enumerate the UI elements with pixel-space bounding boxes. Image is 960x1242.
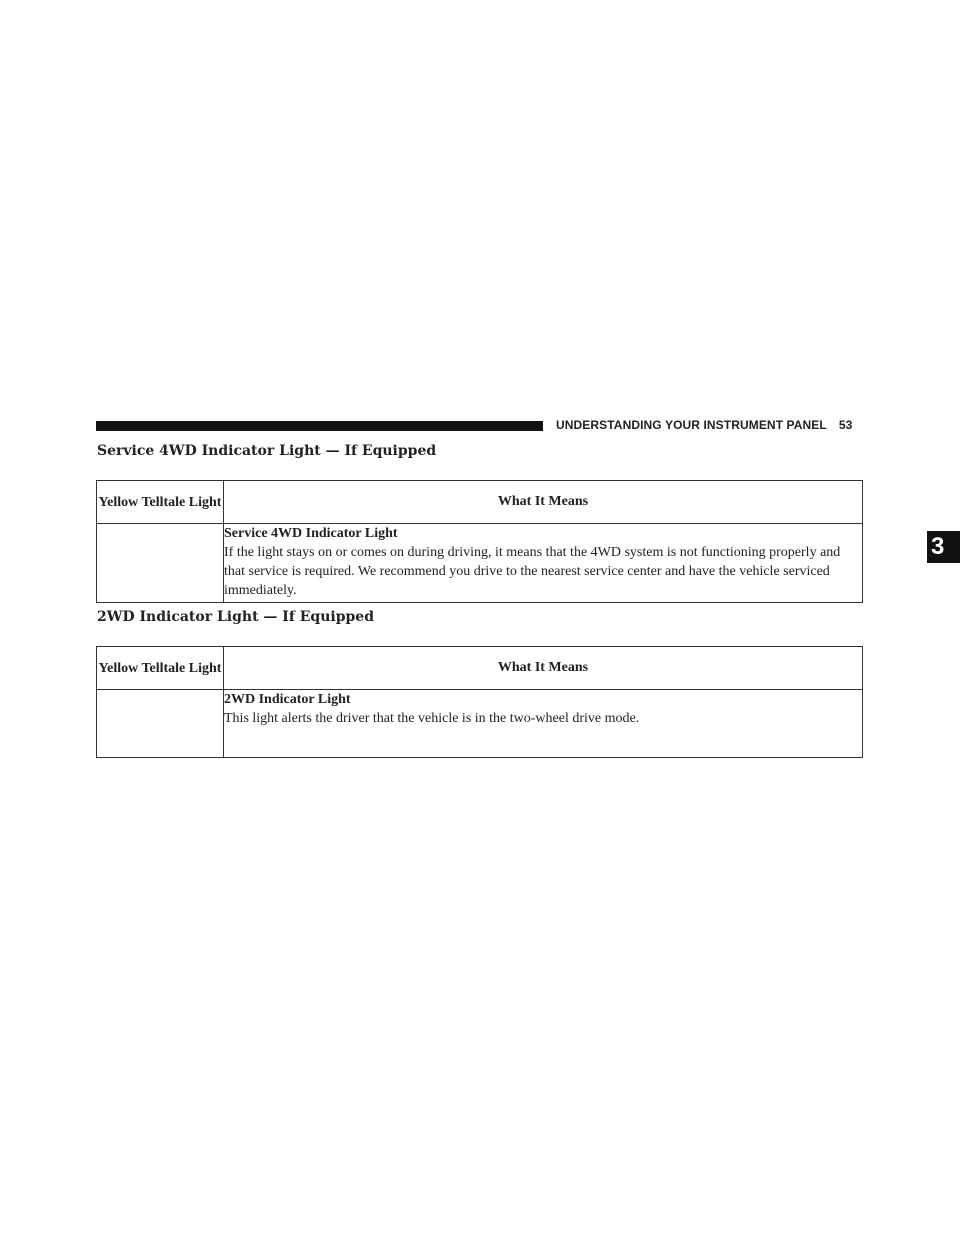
col-header-telltale: Yellow Telltale Light xyxy=(97,647,224,690)
table-header-row xyxy=(97,481,863,524)
col-header-meaning: What It Means xyxy=(224,481,863,524)
indicator-description: This light alerts the driver that the vehicle is in the two-wheel drive mode. xyxy=(224,711,640,726)
header-rule xyxy=(96,421,543,431)
description-cell xyxy=(224,690,863,758)
section-title-service-4wd: Service 4WD Indicator Light — If Equipped xyxy=(97,443,437,459)
table-row xyxy=(97,524,863,603)
indicator-description: If the light stays on or comes on during driving, it means that the 4WD system is not functioning properly and that service is required. We recommend you drive to the nearest service center and have the vehicle serviced immediately. xyxy=(224,545,841,598)
chapter-tab: 3 xyxy=(927,531,960,563)
col-header-meaning: What It Means xyxy=(224,647,863,690)
telltale-icon-cell xyxy=(97,524,224,603)
indicator-title: Service 4WD Indicator Light xyxy=(224,526,398,541)
running-header xyxy=(556,418,852,432)
table-header-row xyxy=(97,647,863,690)
table-row xyxy=(97,690,863,758)
indicator-title: 2WD Indicator Light xyxy=(224,692,351,707)
service-4wd-table xyxy=(96,480,863,603)
header-title: UNDERSTANDING YOUR INSTRUMENT PANEL xyxy=(556,418,827,432)
2wd-table xyxy=(96,646,863,758)
col-header-telltale: Yellow Telltale Light xyxy=(97,481,224,524)
section-title-2wd: 2WD Indicator Light — If Equipped xyxy=(97,609,374,625)
telltale-icon-cell xyxy=(97,690,224,758)
page-number: 53 xyxy=(838,418,853,432)
description-cell xyxy=(224,524,863,603)
